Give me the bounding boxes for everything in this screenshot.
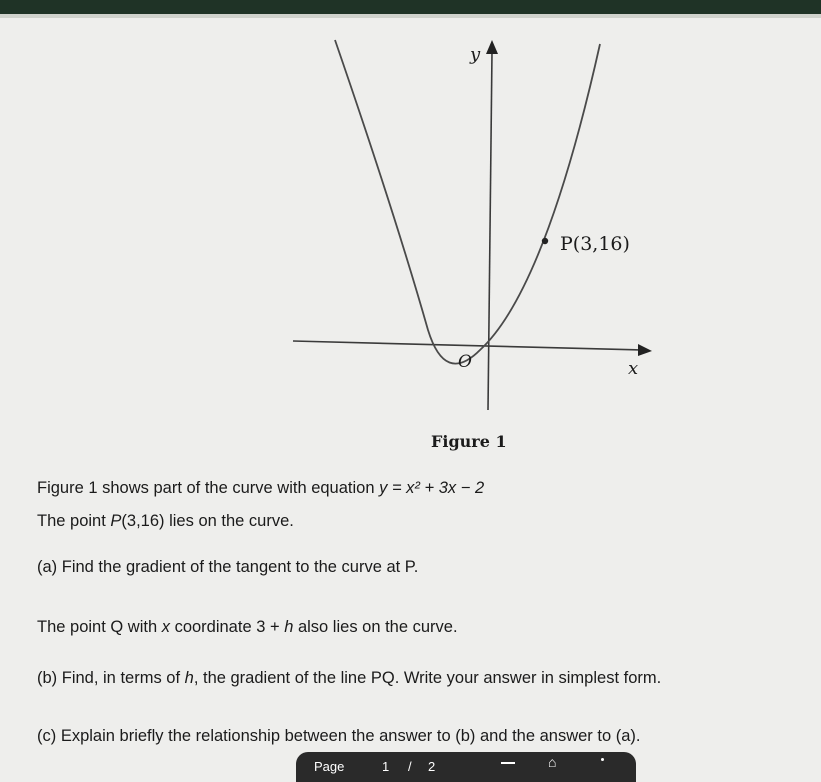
intro-text: Figure 1 shows part of the curve with equation [37, 479, 380, 497]
page-label: Page [314, 759, 345, 774]
question-b [37, 669, 661, 688]
q-text-mid: coordinate 3 + [169, 618, 285, 636]
point-line [37, 512, 294, 531]
question-c: (c) Explain briefly the relationship between the answer to (b) and the answer to (a). [37, 727, 641, 745]
part-b-h: h [184, 669, 194, 687]
page-current[interactable]: 1 [382, 759, 390, 774]
q-text-prefix: The point Q with [37, 618, 162, 636]
page-navigation-bar[interactable] [296, 752, 636, 782]
q-text-suffix: also lies on the curve. [293, 618, 458, 636]
part-b-prefix: (b) Find, in terms of [37, 669, 185, 687]
x-axis [293, 341, 642, 350]
zoom-out-icon[interactable] [501, 762, 515, 764]
page-separator: / [408, 759, 412, 774]
intro-line [37, 479, 484, 498]
point-q-line [37, 618, 458, 637]
parabola-curve [335, 40, 600, 364]
point-p-marker [542, 238, 548, 244]
point-p-label: P(3,16) [560, 233, 630, 255]
origin-label: O [458, 352, 472, 372]
x-axis-arrow [638, 344, 652, 356]
y-axis-label: y [470, 44, 481, 65]
more-icon[interactable] [601, 758, 604, 761]
y-axis-arrow [486, 40, 498, 54]
curve-equation: y = x² + 3x − 2 [379, 479, 485, 497]
question-a: (a) Find the gradient of the tangent to the curve at P. [37, 558, 419, 576]
point-text-suffix: lies on the curve. [164, 512, 294, 530]
q-h: h [284, 618, 294, 636]
part-b-suffix: , the gradient of the line PQ. Write your answer in simplest form. [193, 669, 662, 687]
page-total: 2 [428, 759, 436, 774]
figure-caption: Figure 1 [431, 432, 507, 451]
q-var: x [161, 618, 170, 636]
point-text-prefix: The point [37, 512, 111, 530]
fit-page-icon[interactable]: ⌂ [548, 754, 557, 770]
y-axis [488, 52, 492, 410]
x-axis-label: x [628, 358, 639, 379]
point-coords: (3,16) [121, 512, 165, 530]
point-name: P [110, 512, 122, 530]
